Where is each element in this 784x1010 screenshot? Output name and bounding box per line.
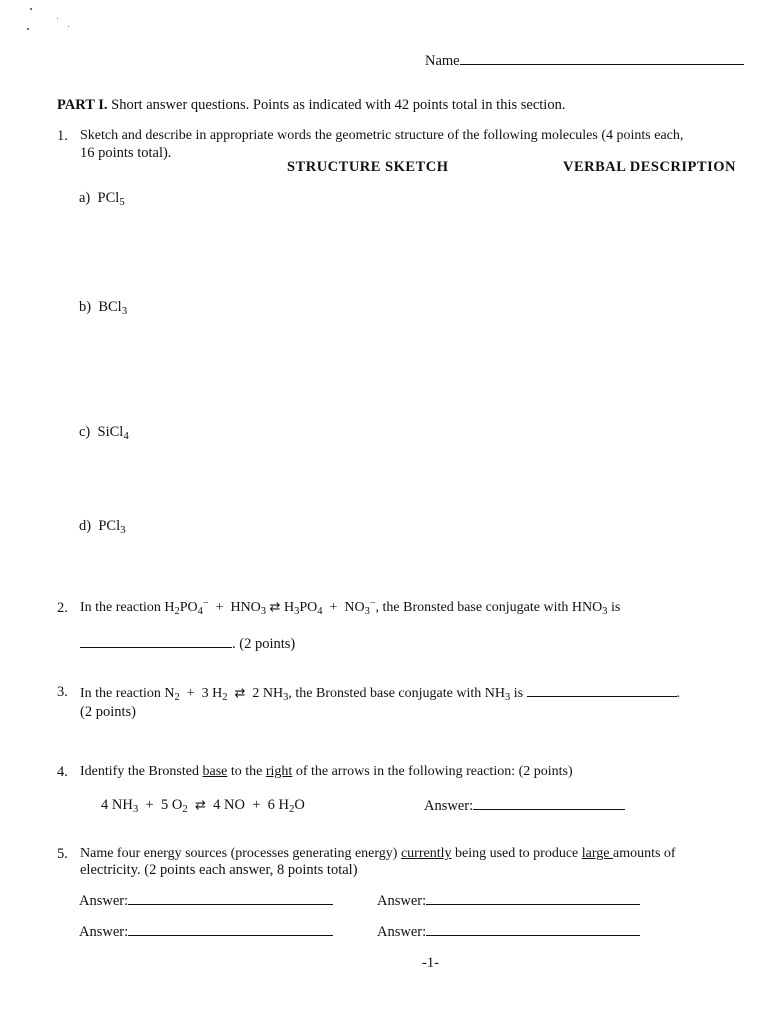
col-structure-sketch: STRUCTURE SKETCH	[287, 159, 449, 175]
name-field[interactable]	[425, 52, 744, 70]
q3-text: In the reaction $N_2 + 3$ $H_2$ ⇄ 2 $NH_3$, the Bronsted base conjugate with $NH_3$ is .	[80, 686, 681, 703]
q1-item-label: a)	[79, 190, 91, 206]
q5-line2: electricity. (2 points each answer, 8 points total)	[80, 862, 358, 878]
q1-item-a	[79, 190, 125, 207]
q1-item-subscript: 5	[119, 196, 125, 208]
page-number: -1-	[422, 955, 439, 971]
q4-answer-blank[interactable]	[473, 797, 625, 810]
part-intro: Short answer questions. Points as indicated with 42 points total in this section.	[111, 97, 566, 113]
q4-reaction: 4 $NH_3 + 5$ $O_2$ ⇄ 4 NO + 6 $H_2O$	[101, 797, 305, 815]
q5-answer-label: Answer:	[377, 893, 427, 909]
q2-answer	[80, 635, 295, 653]
q1-number: 1.	[57, 128, 68, 144]
q1-line2: 16 points total).	[80, 145, 172, 161]
part-title: PART I.	[57, 97, 108, 113]
q5-answer-blank[interactable]	[128, 892, 333, 905]
equilibrium-arrow-icon: ⇄	[234, 686, 246, 701]
q2-points: . (2 points)	[232, 636, 296, 652]
q3-number: 3.	[57, 684, 68, 700]
q1-item-formula: PCl	[97, 190, 120, 206]
q1-item-label: b)	[79, 299, 92, 315]
q1-item-d	[79, 518, 126, 535]
q5-number: 5.	[57, 846, 68, 862]
q4-answer	[424, 797, 625, 815]
q1-item-subscript: 3	[120, 524, 126, 536]
q1-item-subscript: 4	[123, 430, 129, 442]
q5-answer-2	[377, 892, 640, 910]
col-verbal-description: VERBAL DESCRIPTION	[563, 159, 736, 175]
q2-text: In the reaction $H_2PO_4^- + HNO_3$ ⇄ $H_3PO_4 + NO_3^-$, the Bronsted base conjugate with $HNO_3$ is	[80, 598, 621, 617]
q5-answer-1	[79, 892, 333, 910]
q1-item-formula: PCl	[98, 518, 121, 534]
q5-answer-blank[interactable]	[426, 892, 640, 905]
q4-text: Identify the Bronsted base to the right of the arrows in the following reaction: (2 points)	[80, 764, 573, 779]
q4-number: 4.	[57, 764, 68, 780]
q2-answer-blank[interactable]	[80, 635, 232, 648]
part-heading	[57, 97, 565, 114]
q1-item-b	[79, 299, 127, 316]
q5-answer-blank[interactable]	[128, 923, 333, 936]
name-label: Name	[425, 53, 460, 69]
q5-answer-label: Answer:	[377, 924, 427, 940]
q5-answer-label: Answer:	[79, 924, 129, 940]
q5-answer-4	[377, 923, 640, 941]
q1-item-label: d)	[79, 518, 92, 534]
q4-answer-label: Answer:	[424, 798, 474, 814]
q1-item-subscript: 3	[121, 305, 128, 317]
q5-answer-3	[79, 923, 333, 941]
q1-item-formula: SiCl	[97, 424, 124, 440]
q1-line1: Sketch and describe in appropriate words the geometric structure of the following molecules (4 points each,	[80, 128, 684, 143]
q3-answer-blank[interactable]	[527, 684, 677, 697]
q2-number: 2.	[57, 600, 68, 616]
q1-item-c	[79, 424, 129, 441]
q1-item-label: c)	[79, 424, 91, 440]
equilibrium-arrow-icon: ⇄	[269, 600, 281, 615]
q5-answer-blank[interactable]	[426, 923, 640, 936]
q5-answer-label: Answer:	[79, 893, 129, 909]
q5-line1: Name four energy sources (processes generating energy) currently being used to produce large amounts of	[80, 846, 676, 861]
name-blank[interactable]	[460, 52, 744, 65]
q1-item-formula: BCl	[98, 299, 122, 315]
q3-points: (2 points)	[80, 704, 136, 720]
equilibrium-arrow-icon: ⇄	[194, 798, 206, 813]
